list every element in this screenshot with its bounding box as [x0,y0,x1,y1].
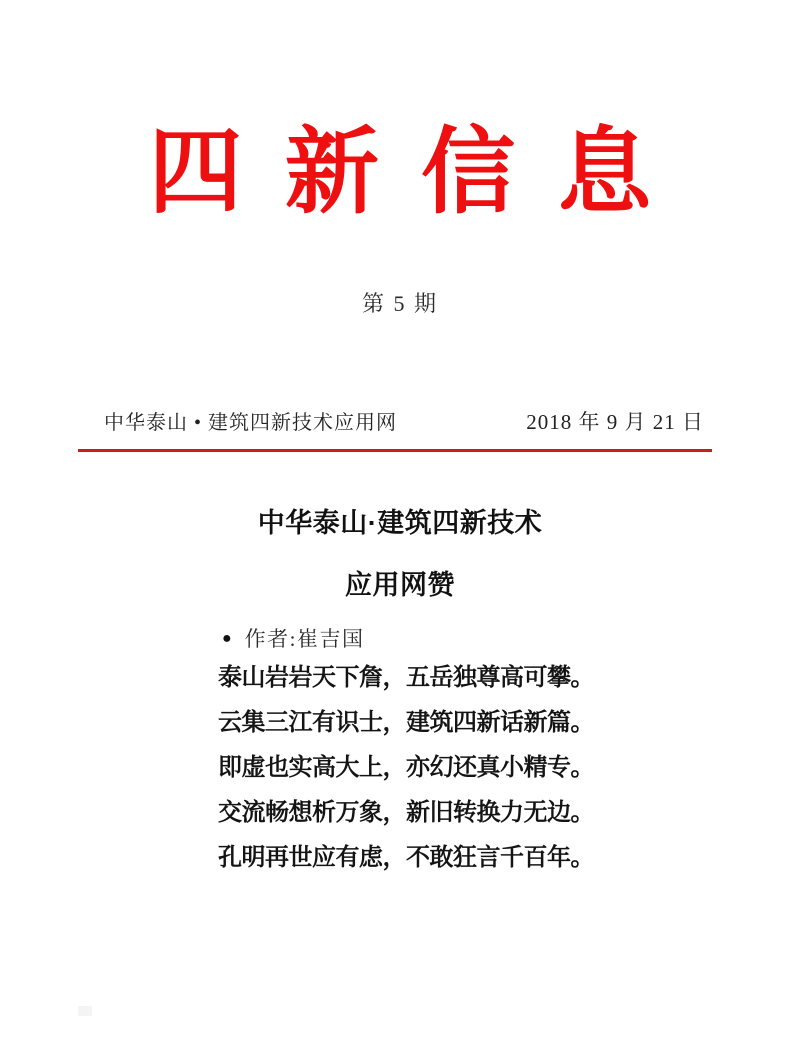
site-name: 中华泰山 • 建筑四新技术应用网 [104,412,398,434]
issue-date: 2018 年 9 月 21 日 [526,410,704,434]
header-row [78,408,712,437]
red-divider-rule [78,449,712,452]
article-title-line2: 应用网赞 [345,570,455,600]
poem-line: 交流畅想析万象，新旧转换力无边。 [218,800,594,826]
bullet-icon: ● [222,630,232,647]
poem-line: 即虚也实高大上，亦幻还真小精专。 [218,755,594,781]
poem-line: 泰山岩岩天下詹，五岳独尊高可攀。 [218,665,594,691]
issue-label: 第 5 期 [361,291,438,316]
author-name: 作者:崔吉国 [244,627,365,651]
scan-artifact [78,1006,92,1016]
author-row [222,626,365,652]
poem-block [218,656,594,881]
poem-line: 云集三江有识士，建筑四新话新篇。 [218,710,594,736]
masthead-title: 四新信息 [148,119,694,224]
poem-line: 孔明再世应有虑，不敢狂言千百年。 [218,845,594,871]
article-title-line1: 中华泰山·建筑四新技术 [257,508,543,538]
